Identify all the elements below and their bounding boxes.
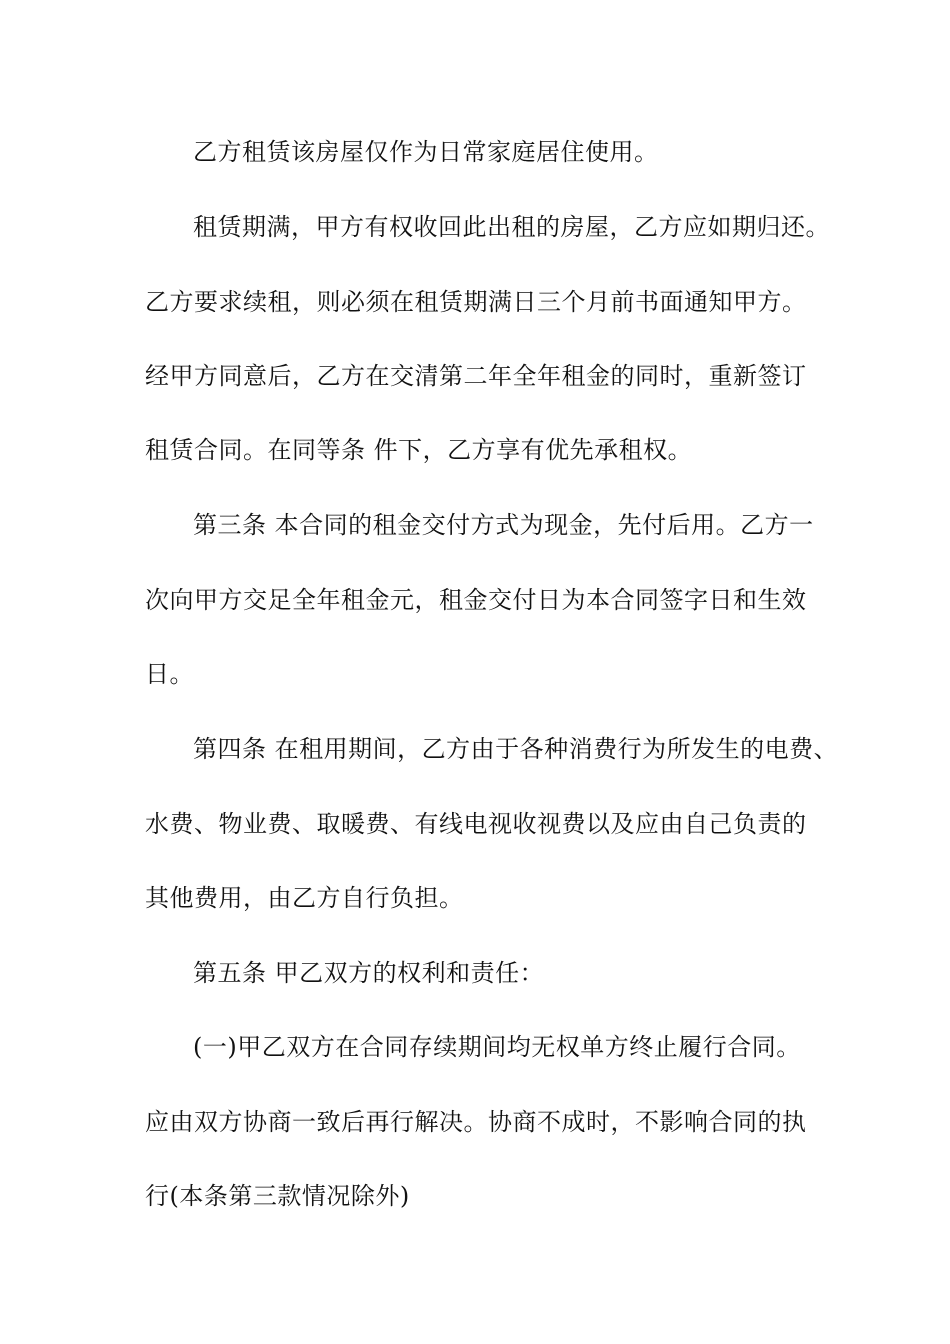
- paragraph-line: 乙方租赁该房屋仅作为日常家庭居住使用。: [193, 138, 659, 166]
- paragraph-line: 次向甲方交足全年租金元，租金交付日为本合同签字日和生效: [145, 586, 807, 614]
- paragraph-line: 其他费用，由乙方自行负担。: [145, 884, 464, 912]
- paragraph-line: 经甲方同意后，乙方在交清第二年全年租金的同时，重新签订: [145, 362, 807, 390]
- paragraph-line: 水费、物业费、取暖费、有线电视收视费以及应由自己负责的: [145, 810, 807, 838]
- paragraph-line: 租赁合同。在同等条 件下，乙方享有优先承租权。: [145, 436, 693, 464]
- paragraph-line: 乙方要求续租，则必须在租赁期满日三个月前书面通知甲方。: [145, 288, 807, 316]
- paragraph-line: 租赁期满，甲方有权收回此出租的房屋，乙方应如期归还。: [193, 213, 830, 241]
- paragraph-line: 应由双方协商一致后再行解决。协商不成时，不影响合同的执: [145, 1108, 807, 1136]
- paragraph-line: 第三条 本合同的租金交付方式为现金，先付后用。乙方一: [193, 511, 814, 539]
- paragraph-line: 日。: [145, 660, 194, 688]
- paragraph-line: (一)甲乙双方在合同存续期间均无权单方终止履行合同。: [193, 1033, 801, 1061]
- paragraph-line: 第四条 在租用期间，乙方由于各种消费行为所发生的电费、: [193, 735, 839, 763]
- paragraph-line: 第五条 甲乙双方的权利和责任：: [193, 959, 545, 987]
- paragraph-line: 行(本条第三款情况除外): [145, 1182, 410, 1210]
